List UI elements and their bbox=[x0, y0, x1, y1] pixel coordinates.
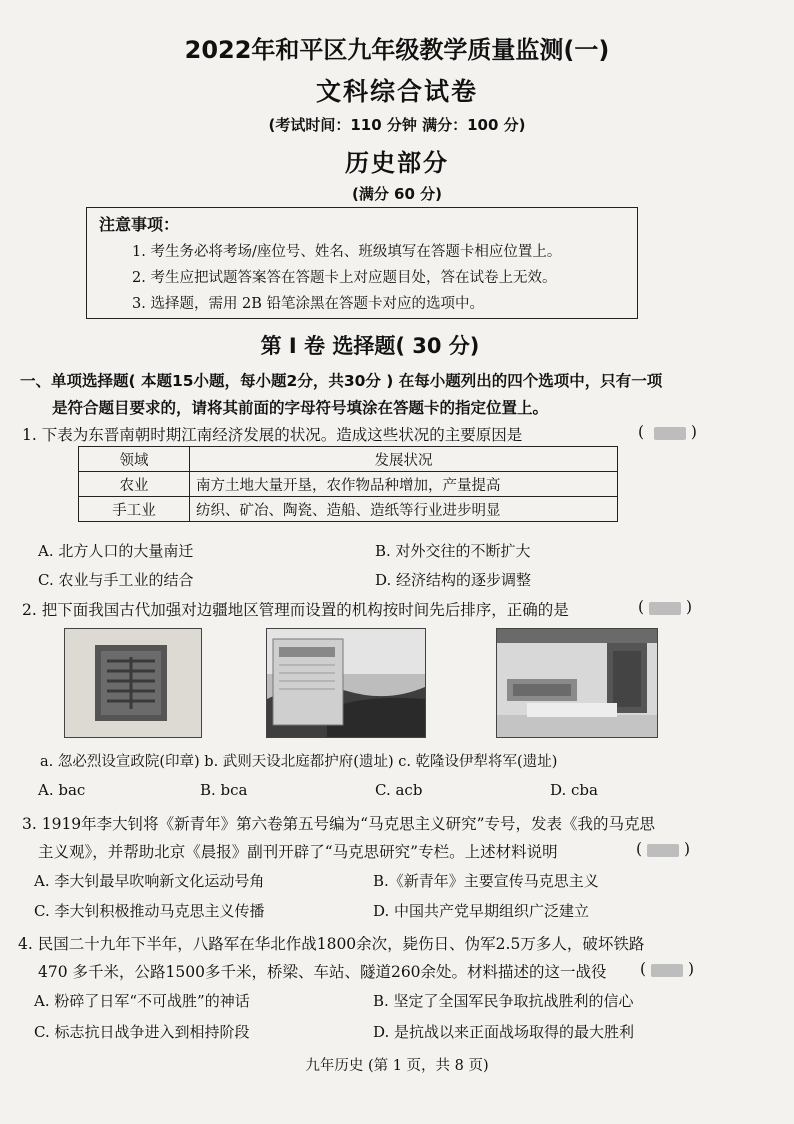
answer-blank: ( ) bbox=[636, 840, 690, 858]
instruction-line: 是符合题目要求的，请将其前面的字母符号填涂在答题卡的指定位置上。 bbox=[52, 399, 549, 417]
seal-photo bbox=[64, 628, 202, 738]
notice-box bbox=[86, 207, 638, 319]
question-4-stem: 470 多千米，公路1500多千米，桥梁、车站、隧道260余处。材料描述的这一战役 bbox=[38, 963, 607, 981]
table-cell: 纺织、矿冶、陶瓷、造船、造纸等行业进步明显 bbox=[190, 497, 618, 522]
answer-blank: ( ) bbox=[638, 598, 692, 616]
answer-blank: ( ) bbox=[640, 960, 694, 978]
option-a: A. 北方人口的大量南迁 bbox=[38, 542, 194, 560]
option-b: B. bca bbox=[200, 781, 248, 799]
exam-title: 2022年和平区九年级教学质量监测(一) bbox=[184, 36, 610, 64]
notice-item: 1. 考生务必将考场/座位号、姓名、班级填写在答题卡相应位置上。 bbox=[132, 244, 562, 260]
option-c: C. 标志抗日战争进入到相持阶段 bbox=[34, 1023, 250, 1041]
option-b: B. 坚定了全国军民争取抗战胜利的信心 bbox=[373, 992, 634, 1010]
question-3-stem: 3. 1919年李大钊将《新青年》第六卷第五号编为“马克思主义研究”专号，发表《我的马克思 bbox=[22, 815, 656, 833]
q1-table bbox=[78, 446, 618, 522]
table-header-cell: 领域 bbox=[79, 447, 190, 472]
notice-item: 2. 考生应把试题答案答在答题卡上对应题目处，答在试卷上无效。 bbox=[132, 270, 557, 286]
table-cell: 手工业 bbox=[79, 497, 190, 522]
part-title: 第 Ⅰ 卷 选择题( 30 分) bbox=[260, 334, 480, 358]
ruins-photo bbox=[266, 628, 426, 738]
table-cell: 农业 bbox=[79, 472, 190, 497]
option-b: B. 对外交往的不断扩大 bbox=[375, 542, 531, 560]
question-3-stem: 主义观》，并帮助北京《晨报》副刊开辟了“马克思研究”专栏。上述材料说明 bbox=[38, 843, 558, 861]
section-title: 历史部分 bbox=[345, 148, 449, 177]
option-c: C. 农业与手工业的结合 bbox=[38, 571, 194, 589]
site-photo bbox=[496, 628, 658, 738]
option-a: A. 李大钊最早吹响新文化运动号角 bbox=[34, 872, 265, 890]
option-d: D. 经济结构的逐步调整 bbox=[375, 571, 532, 589]
option-d: D. 中国共产党早期组织广泛建立 bbox=[373, 902, 590, 920]
option-d: D. cba bbox=[550, 781, 598, 799]
question-2-stem: 2. 把下面我国古代加强对边疆地区管理而设置的机构按时间先后排序，正确的是 bbox=[22, 601, 569, 619]
instruction-line: 一、单项选择题( 本题15小题，每小题2分，共30分 ) 在每小题列出的四个选项中，只有一项 bbox=[20, 372, 663, 390]
option-c: C. acb bbox=[375, 781, 423, 799]
question-1-stem: 1. 下表为东晋南朝时期江南经济发展的状况。造成这些状况的主要原因是 bbox=[22, 426, 523, 444]
option-a: A. 粉碎了日军“不可战胜”的神话 bbox=[34, 992, 250, 1010]
question-4-stem: 4. 民国二十九年下半年，八路军在华北作战1800余次，毙伤日、伪军2.5万多人，破坏铁路 bbox=[18, 935, 645, 953]
option-c: C. 李大钊积极推动马克思主义传播 bbox=[34, 902, 265, 920]
full-score: (满分 60 分) bbox=[351, 185, 443, 203]
option-d: D. 是抗战以来正面战场取得的最大胜利 bbox=[373, 1023, 635, 1041]
option-a: A. bac bbox=[38, 781, 86, 799]
option-b: B.《新青年》主要宣传马克思主义 bbox=[373, 872, 599, 890]
photo-caption: a. 忽必烈设宣政院(印章) b. 武则天设北庭都护府(遗址) c. 乾隆设伊犁将军(遗址) bbox=[40, 754, 558, 770]
answer-blank: ( ) bbox=[638, 423, 697, 441]
table-cell: 南方土地大量开垦，农作物品种增加，产量提高 bbox=[190, 472, 618, 497]
table-header-cell: 发展状况 bbox=[190, 447, 618, 472]
table-row bbox=[79, 472, 618, 497]
notice-title: 注意事项： bbox=[99, 215, 180, 234]
exam-subtitle: 文科综合试卷 bbox=[315, 77, 478, 106]
page-footer: 九年历史 (第 1 页，共 8 页) bbox=[305, 1058, 489, 1074]
table-header-row bbox=[79, 447, 618, 472]
table-row bbox=[79, 497, 618, 522]
notice-item: 3. 选择题，需用 2B 铅笔涂黑在答题卡对应的选项中。 bbox=[132, 296, 485, 312]
exam-info: (考试时间：110 分钟 满分：100 分) bbox=[268, 116, 526, 134]
